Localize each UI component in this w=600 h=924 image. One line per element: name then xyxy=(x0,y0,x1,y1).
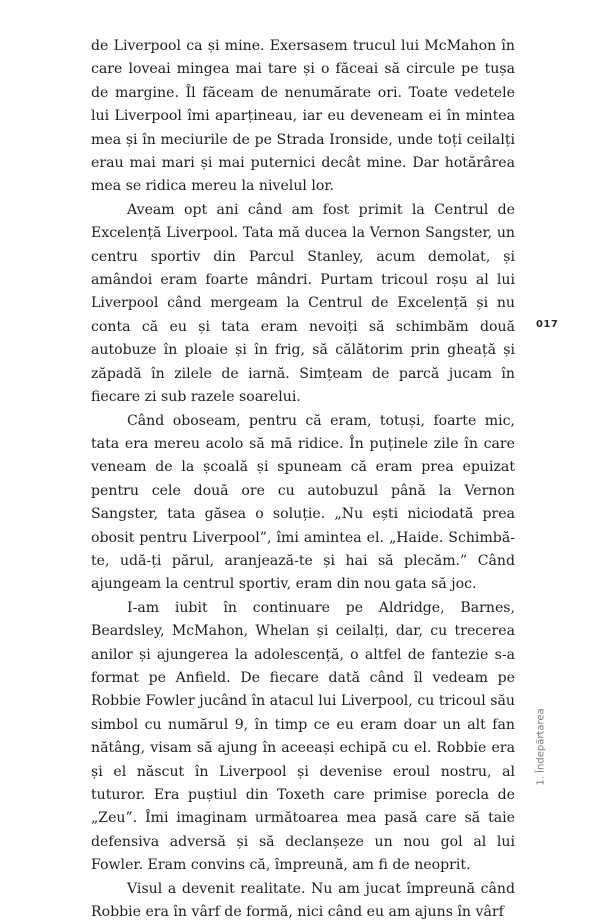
paragraph: de Liverpool ca și mine. Exersasem trucul lui McMahon în care loveai mingea mai tare și o făceai să circule pe tușa de margine. Îl făceam de nenumărate ori. Toate vedetele lui Liverpool îmi aparțineau, iar eu deveneam ei în mintea mea și în meciurile de pe Strada Ironside, unde toți ceilalți erau mai mari și mai puternici decât mine. Dar hotărârea mea se ridica mereu la nivelul lor. xyxy=(91,38,515,195)
paragraph: Aveam opt ani când am fost primit la Centrul de Excelență Liverpool. Tata mă ducea la Vernon Sangster, un centru sportiv din Parcul Stanley, acum demolat, și amândoi eram foarte mândri. Purtam tricoul roșu al lui Liverpool când mergeam la Centrul de Excelență și nu conta că eu și tata eram nevoiți să schimbăm două autobuze în ploaie și în frig, să călătorim prin gheață și zăpadă în zilele de iarnă. Simțeam de parcă jucam în fiecare zi sub razele soarelui. xyxy=(91,201,515,406)
paragraph: Când oboseam, pentru că eram, totuși, foarte mic, tata era mereu acolo să mă ridice. În puținele zile în care veneam de la școală și spuneam că eram prea epuizat pentru cele două ore cu autobuzul până la Vernon Sangster, tata găsea o soluție. „Nu ești niciodată prea obosit pentru Liverpool”, îmi amintea el. „Haide. Schimbă-te, udă-ți părul, aranjează-te și hai să plecăm.” Când ajungeam la centrul sportiv, eram din nou gata să joc. xyxy=(91,412,515,593)
running-head xyxy=(531,707,551,787)
page-number: 017 xyxy=(536,319,559,330)
paragraph: Visul a devenit realitate. Nu am jucat împreună când Robbie era în vârf de formă, nici când eu am ajuns în vârf xyxy=(91,880,515,921)
chapter-title: 1. Îndepărtarea xyxy=(535,708,547,786)
body-text xyxy=(91,35,515,924)
paragraph: I-am iubit în continuare pe Aldridge, Barnes, Beardsley, McMahon, Whelan și ceilalți, dar, cu trecerea anilor și ajungerea la adolescență, o altfel de fantezie s-a format pe Anfield. De fiecare dată când îl vedeam pe Robbie Fowler jucând în atacul lui Liverpool, cu tricoul său simbol cu numărul 9, în timp ce eu eram doar un alt fan nătâng, visam să ajung în aceeași echipă cu el. Robbie era și el născut în Liverpool și devenise eroul nostru, al tuturor. Era puștiul din Toxeth care primise porecla de „Zeu”. Îmi imaginam următoarea mea pasă care să taie defensiva adversă și să declanșeze un nou gol al lui Fowler. Eram convins că, împreună, am fi de neoprit. xyxy=(91,599,515,874)
